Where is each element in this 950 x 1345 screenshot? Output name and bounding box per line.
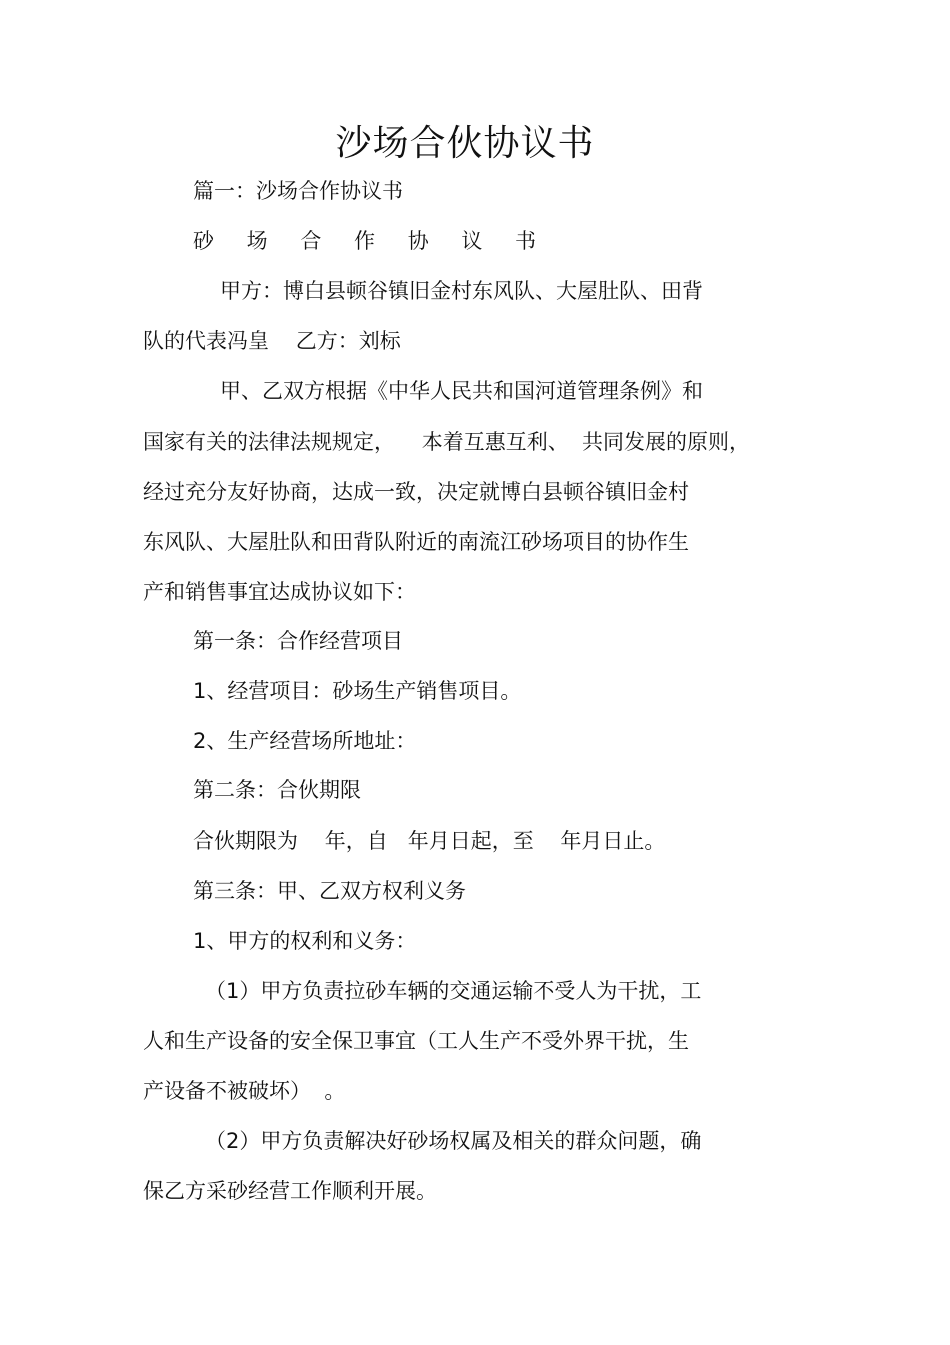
preamble-line-2: 国家有关的法律法规规定， 本着互惠互利、 共同发展的原则， [143,430,751,454]
subtitle: 砂 场 合 作 协 议 书 [193,229,550,253]
article-1-item-2: 2、生产经营场所地址： [193,729,417,753]
clause-2-line-1: （2）甲方负责解决好砂场权属及相关的群众问题，确 [205,1129,702,1153]
clause-1-line-3: 产设备不被破坏） 。 [143,1079,346,1103]
clause-1-line-1: （1）甲方负责拉砂车辆的交通运输不受人为干扰，工 [205,979,702,1003]
article-1-heading: 第一条：合作经营项目 [193,629,403,653]
preamble-line-5: 产和销售事宜达成协议如下： [143,580,416,604]
article-3-item-1: 1、甲方的权利和义务： [193,929,417,953]
document-title: 沙场合伙协议书 [335,123,595,164]
article-2-heading: 第二条：合伙期限 [193,778,361,802]
article-2-term: 合伙期限为 年，自 年月日起，至 年月日止。 [193,829,666,853]
preamble-line-4: 东风队、大屋肚队和田背队附近的南流江砂场项目的协作生 [143,530,689,554]
preamble-line-1: 甲、乙双方根据《中华人民共和国河道管理条例》和 [220,379,703,403]
clause-2-line-2: 保乙方采砂经营工作顺利开展。 [143,1179,437,1203]
party-a-line-2: 队的代表冯皇 乙方：刘标 [143,329,401,353]
section-heading: 篇一：沙场合作协议书 [193,179,403,203]
party-a-line-1: 甲方：博白县顿谷镇旧金村东风队、大屋肚队、田背 [220,279,703,303]
clause-1-line-2: 人和生产设备的安全保卫事宜（工人生产不受外界干扰，生 [143,1029,689,1053]
article-1-item-1: 1、经营项目：砂场生产销售项目。 [193,679,522,703]
article-3-heading: 第三条：甲、乙双方权利义务 [193,879,466,903]
preamble-line-3: 经过充分友好协商，达成一致，决定就博白县顿谷镇旧金村 [143,480,689,504]
